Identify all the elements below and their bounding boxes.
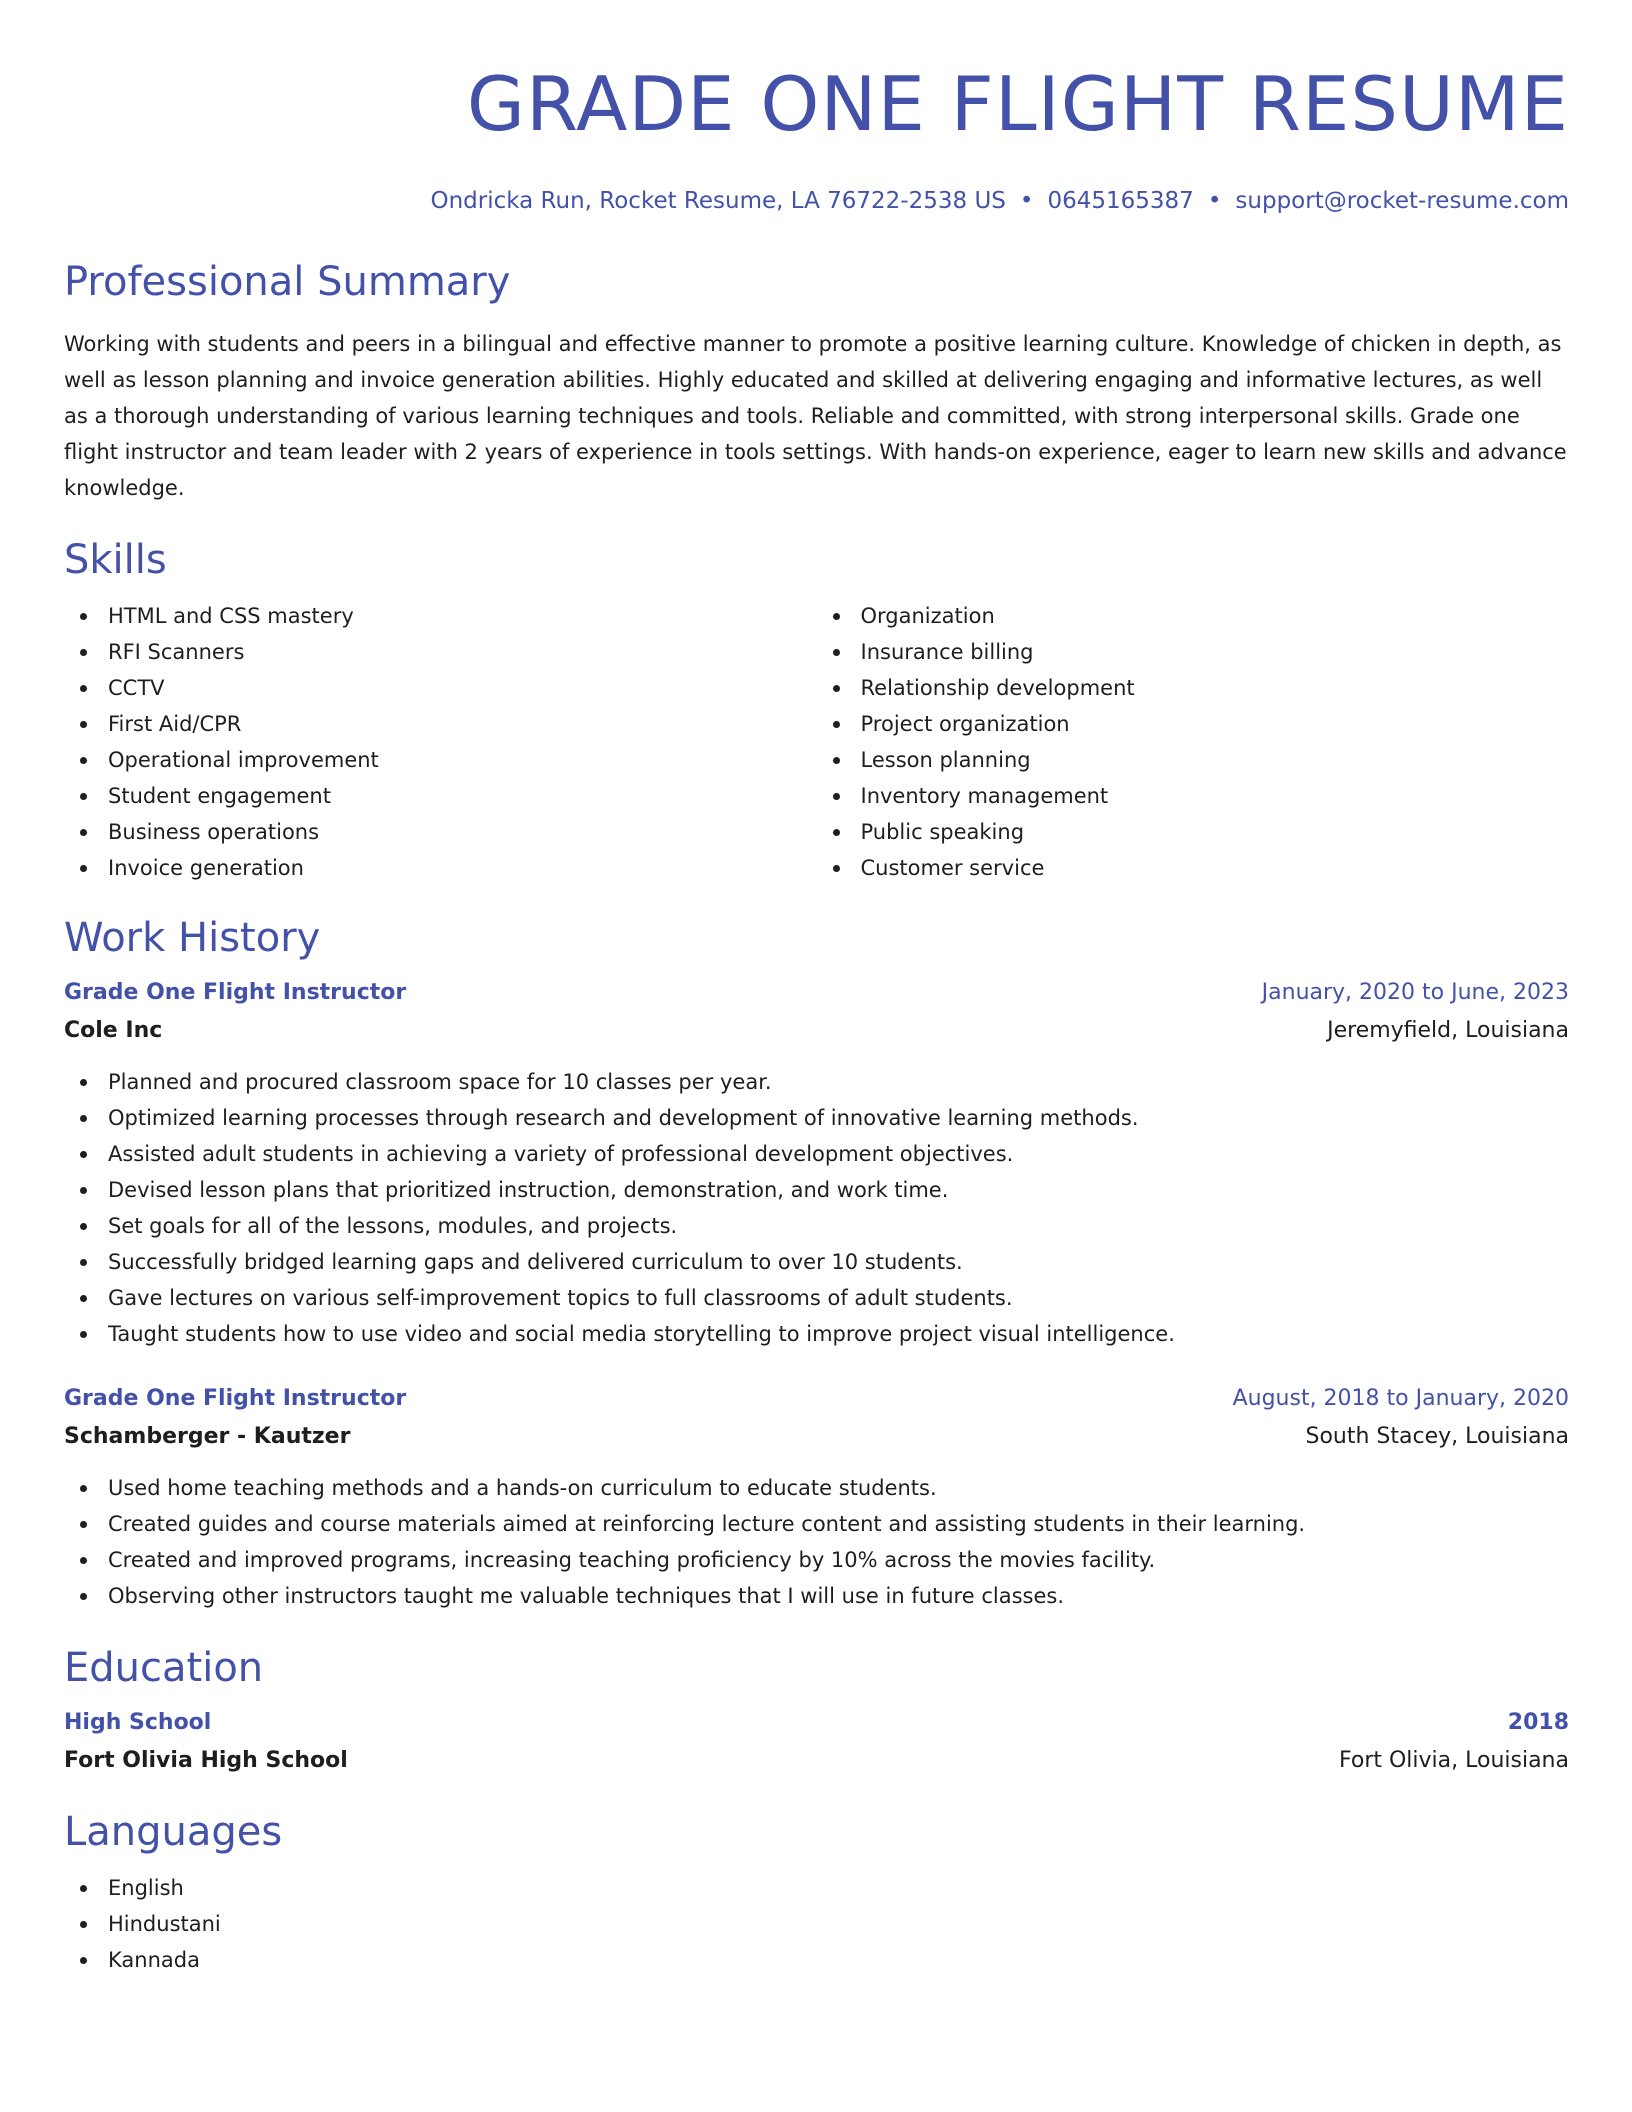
work-history-heading: Work History (64, 915, 321, 961)
contact-email: support@rocket-resume.com (1235, 188, 1569, 214)
skill-item: Project organization (817, 706, 1570, 742)
job-role: Grade One Flight Instructor (64, 980, 407, 1005)
job-bullet: Created guides and course materials aimed at reinforcing lecture content and assisting students in their learning. (64, 1506, 1569, 1542)
education-year: 2018 (1507, 1710, 1569, 1735)
skill-item: HTML and CSS mastery (64, 598, 817, 634)
job-dates: January, 2020 to June, 2023 (1261, 980, 1569, 1005)
skill-item: Student engagement (64, 778, 817, 814)
job-bullet: Set goals for all of the lessons, modules, and projects. (64, 1208, 1569, 1244)
job-bullet: Assisted adult students in achieving a variety of professional development objectives. (64, 1136, 1569, 1172)
education-header-row (64, 1704, 1569, 1742)
skill-item: Invoice generation (64, 850, 817, 886)
job-bullet: Used home teaching methods and a hands-on curriculum to educate students. (64, 1470, 1569, 1506)
job-company: Schamberger - Kautzer (64, 1424, 351, 1449)
education-degree: High School (64, 1710, 212, 1735)
job-entry (64, 1380, 1569, 1614)
job-company-row (64, 1418, 1569, 1456)
job-bullet: Gave lectures on various self-improvement topics to full classrooms of adult students. (64, 1280, 1569, 1316)
job-dates: August, 2018 to January, 2020 (1232, 1386, 1569, 1411)
job-role: Grade One Flight Instructor (64, 1386, 407, 1411)
job-location: South Stacey, Louisiana (1305, 1424, 1569, 1449)
job-company: Cole Inc (64, 1018, 163, 1043)
skills-left-column (64, 598, 817, 886)
contact-separator: • (1207, 188, 1222, 214)
education-entry (64, 1704, 1569, 1780)
skill-item: Insurance billing (817, 634, 1570, 670)
summary-text: Working with students and peers in a bilingual and effective manner to promote a positive learning culture. Knowledge of chicken in depth, as well as lesson planning and invoice generation abilities. Highly educated and skilled at delivering engaging and informative lectures, as well as a thorough understanding of various learning techniques and tools. Reliable and committed, with strong interpersonal skills. Grade one flight instructor and team leader with 2 years of experience in tools settings. With hands-on experience, eager to learn new skills and advance knowledge. (64, 332, 1567, 500)
job-bullet: Planned and procured classroom space for 10 classes per year. (64, 1064, 1569, 1100)
summary-heading: Professional Summary (64, 259, 511, 305)
education-location: Fort Olivia, Louisiana (1338, 1748, 1569, 1773)
job-bullets (64, 1064, 1569, 1352)
resume-name: GRADE ONE FLIGHT RESUME (466, 60, 1569, 148)
skills-right-column (817, 598, 1570, 886)
skill-item: Operational improvement (64, 742, 817, 778)
skill-item: Public speaking (817, 814, 1570, 850)
job-company-row (64, 1012, 1569, 1050)
job-header-row (64, 1380, 1569, 1418)
job-bullet: Taught students how to use video and social media storytelling to improve project visual intelligence. (64, 1316, 1569, 1352)
skill-item: RFI Scanners (64, 634, 817, 670)
language-item: English (64, 1870, 1569, 1906)
skill-item: Lesson planning (817, 742, 1570, 778)
job-bullet: Optimized learning processes through research and development of innovative learning methods. (64, 1100, 1569, 1136)
skills-heading: Skills (64, 537, 167, 583)
skill-item: Organization (817, 598, 1570, 634)
contact-phone: 0645165387 (1047, 188, 1194, 214)
skills-columns (64, 598, 1569, 886)
languages-heading: Languages (64, 1809, 283, 1855)
skill-item: Relationship development (817, 670, 1570, 706)
job-bullet: Devised lesson plans that prioritized instruction, demonstration, and work time. (64, 1172, 1569, 1208)
job-location: Jeremyfield, Louisiana (1327, 1018, 1569, 1043)
job-entry (64, 974, 1569, 1352)
languages-list (64, 1870, 1569, 1978)
education-school-row (64, 1742, 1569, 1780)
language-item: Hindustani (64, 1906, 1569, 1942)
education-school: Fort Olivia High School (64, 1748, 348, 1773)
education-heading: Education (64, 1645, 264, 1691)
job-bullet: Successfully bridged learning gaps and delivered curriculum to over 10 students. (64, 1244, 1569, 1280)
skill-item: First Aid/CPR (64, 706, 817, 742)
job-bullet: Created and improved programs, increasing teaching proficiency by 10% across the movies facility. (64, 1542, 1569, 1578)
skill-item: Business operations (64, 814, 817, 850)
skill-item: Inventory management (817, 778, 1570, 814)
job-bullet: Observing other instructors taught me valuable techniques that I will use in future classes. (64, 1578, 1569, 1614)
contact-address: Ondricka Run, Rocket Resume, LA 76722-2538 US (430, 188, 1006, 214)
contact-line (64, 186, 1569, 216)
job-header-row (64, 974, 1569, 1012)
job-bullets (64, 1470, 1569, 1614)
skill-item: Customer service (817, 850, 1570, 886)
skill-item: CCTV (64, 670, 817, 706)
contact-separator: • (1019, 188, 1034, 214)
language-item: Kannada (64, 1942, 1569, 1978)
